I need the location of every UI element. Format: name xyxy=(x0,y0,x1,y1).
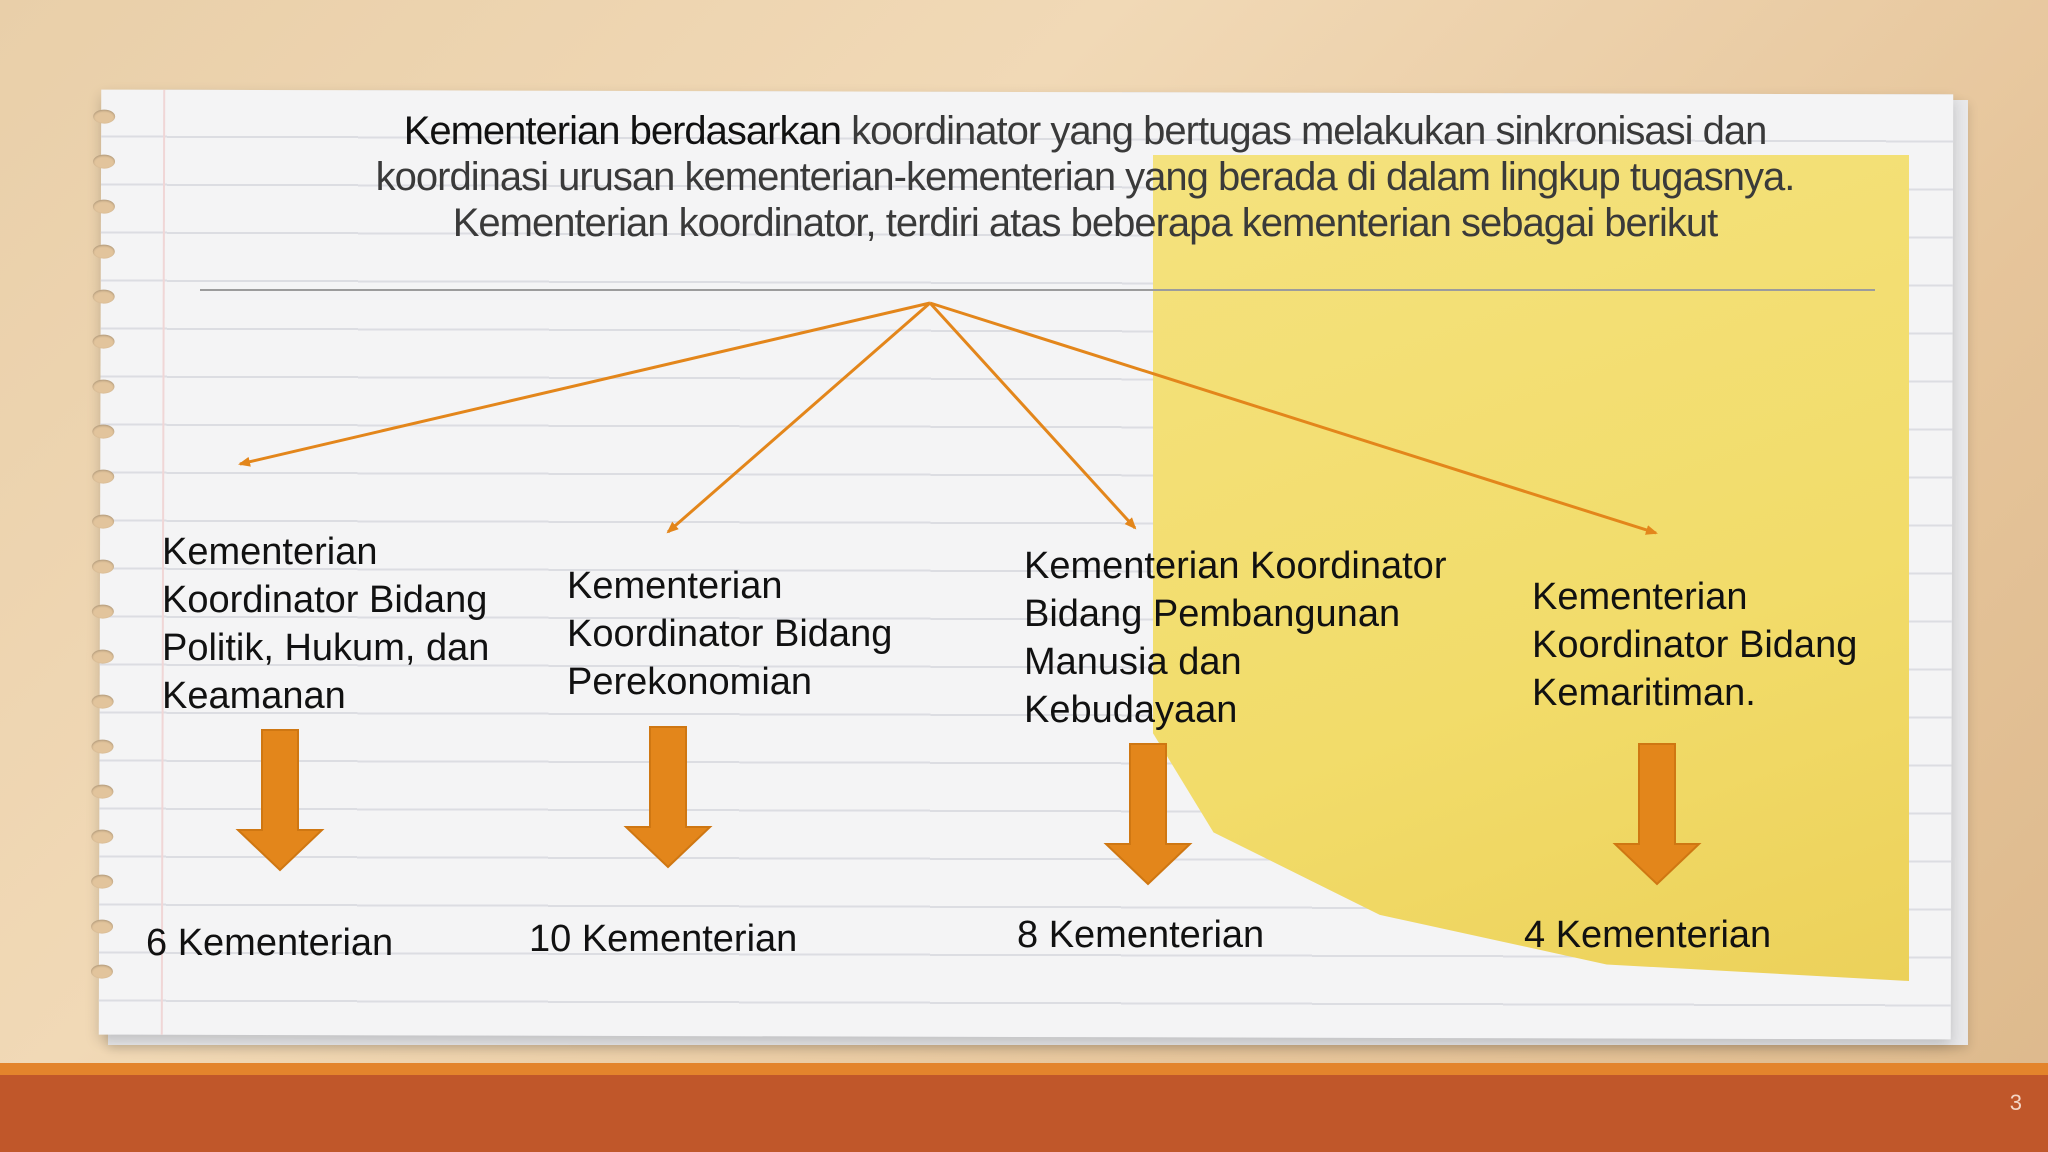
footer-bar xyxy=(0,1063,2048,1152)
down-arrow-2 xyxy=(626,727,710,867)
count-kemaritiman: 4 Kementerian xyxy=(1524,914,1772,956)
count-perekonomian: 10 Kementerian xyxy=(529,918,798,960)
title-bold: Kementerian berdasarkan xyxy=(403,109,841,153)
branch-label-politik: Kementerian Koordinator Bidang Politik, Hukum, dan Keamanan xyxy=(162,531,490,717)
count-pembangunan: 8 Kementerian xyxy=(1017,914,1265,956)
down-arrow-4 xyxy=(1615,744,1699,884)
branch-label-perekonomian: Kementerian Koordinator Bidang Perekonomian xyxy=(567,565,893,703)
title-line2: koordinasi urusan kementerian-kementerian yang berada di dalam lingkup tugasnya. xyxy=(375,155,1795,199)
count-politik: 6 Kementerian xyxy=(146,922,394,964)
connector-arrow-4 xyxy=(930,303,1656,533)
footer-accent-bar xyxy=(0,1063,2048,1075)
slide-number: 3 xyxy=(2009,1090,2022,1115)
connector-arrow-1 xyxy=(240,303,930,464)
title-line3: Kementerian koordinator, terdiri atas beberapa kementerian sebagai berikut xyxy=(452,201,1718,245)
branch-label-kemaritiman: Kementerian Koordinator Bidang Kemaritiman. xyxy=(1532,576,1858,714)
down-arrow-1 xyxy=(238,730,322,870)
connector-arrow-2 xyxy=(668,303,930,532)
title-line1: koordinator yang bertugas melakukan sinkronisasi dan xyxy=(840,109,1767,153)
branch-label-pembangunan: Kementerian Koordinator Bidang Pembangunan Manusia dan Kebudayaan xyxy=(1024,545,1447,731)
down-arrow-3 xyxy=(1106,744,1190,884)
